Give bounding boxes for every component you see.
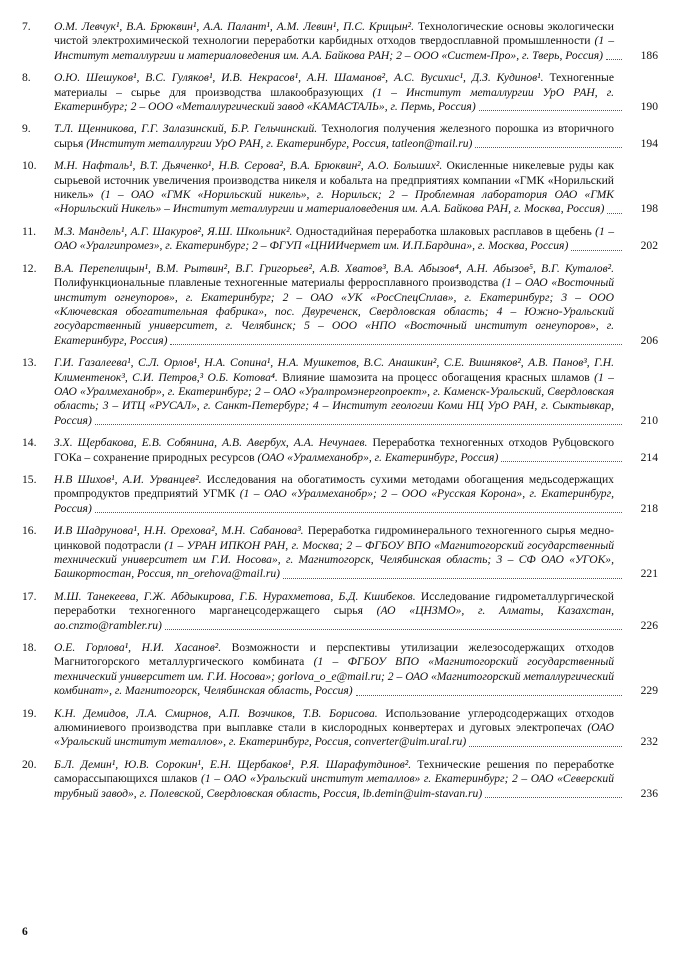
entry-text bbox=[54, 225, 658, 254]
entry-affiliation: (1 – УРАН ИПКОН РАН, г. Москва; 2 – ФГБОУ ВПО «Магнитогорский государственный технический университет им Г.И. Носова», г. Магнитогорск, Челябинская область; 3 – СФ ОАО «УГОК», Башкортостан, Россия, nn_orehova@mail.ru) bbox=[54, 538, 614, 581]
dot-leader bbox=[475, 147, 622, 148]
toc-entry[interactable] bbox=[22, 473, 658, 516]
entry-title: Технологические основы экологически чистой электрохимической технологии переработки карбидных отходов твердосплавной промышленности bbox=[54, 20, 614, 48]
entry-title: Полифункциональные плавленые техногенные материалы ферросплавного производства bbox=[54, 276, 499, 290]
entry-text bbox=[54, 262, 658, 348]
entry-page-number: 186 bbox=[640, 48, 658, 62]
entry-title: Одностадийная переработка шлаковых расплавов в щебень bbox=[295, 224, 592, 238]
entry-affiliation: (1 – ОАО «ГМК «Норильский никель», г. Норильск; 2 – Проблемная лаборатория ОАО «ГМК «Норильский Никель» – Институт металлургии и материаловедения им. А.А. Байкова РАН, г. Москва, Россия) bbox=[54, 188, 614, 216]
toc-entry[interactable] bbox=[22, 71, 658, 114]
entry-title: Технические решения по переработке саморассыпающихся шлаков bbox=[54, 757, 614, 786]
entry-authors: О.Е. Горлова¹, Н.И. Хасанов². bbox=[54, 641, 222, 655]
entry-page-number: 190 bbox=[640, 100, 658, 114]
entry-title: Возможности и перспективы утилизации железосодержащих отходов Магнитогорского металлургического комбината bbox=[54, 641, 614, 669]
dot-leader bbox=[607, 213, 622, 214]
entry-page-number: 206 bbox=[640, 333, 658, 347]
entry-text bbox=[54, 71, 658, 114]
entry-number: 8. bbox=[22, 71, 31, 85]
entry-text bbox=[54, 356, 658, 428]
entry-number: 13. bbox=[22, 356, 37, 370]
entry-authors: Г.И. Газалеева¹, С.Л. Орлов¹, Н.А. Сопина¹, Н.А. Мушкетов, В.С. Анашкин², С.Е. Вишняков², А.В. Панов³, Г.Н. Климентенок³, С.И. Петров,³ О.Б. Котова⁴. bbox=[54, 356, 614, 384]
entry-number: 18. bbox=[22, 641, 37, 655]
entry-number: 12. bbox=[22, 261, 37, 275]
entry-authors: З.Х. Щербакова, Е.В. Собянина, А.В. Авербух, А.А. Нечунаев. bbox=[54, 436, 368, 450]
entry-title: Исследование гидрометаллургической переработки техногенного марганецсодержащего сырья bbox=[54, 589, 614, 618]
entry-affiliation: (1 – ОАО «Уралмеханобр», г. Екатеринбург; 2 – ОАО «Уралпромэнергопроект», г. Каменск-Уральский, Свердловская область; 3 – ИТЦ «РУСАЛ», г. Санкт-Петербург; 4 – Институт геологии Коми НЦ УрО РАН, г. Сыктывкар, Россия) bbox=[54, 370, 614, 427]
toc-entry[interactable] bbox=[22, 20, 658, 63]
dot-leader bbox=[95, 512, 622, 513]
toc-entry[interactable] bbox=[22, 262, 658, 348]
toc-entry[interactable] bbox=[22, 225, 658, 254]
entry-text bbox=[54, 524, 658, 582]
entry-title: Влияние шамозита на процесс обогащения красных шламов bbox=[282, 370, 590, 384]
entry-page-number: 226 bbox=[640, 618, 658, 632]
entry-affiliation: (1 – ОАО «Уральский институт металлов» г. Екатеринбург; 2 – ОАО «Северский трубный завод», г. Полевской, Свердловская область, Россия, lb.demin@uim-stavan.ru) bbox=[54, 772, 614, 800]
page-number: 6 bbox=[22, 926, 28, 938]
entry-title: Исследования на обогатимость сухими методами обогащения медьсодержащих промпродуктов предприятий УГМК bbox=[54, 472, 614, 501]
entry-title: Переработка гидроминерального техногенного сырья медно-цинковой подотрасли bbox=[54, 524, 614, 552]
entry-affiliation: (1 – ОАО «Уралмеханобр»; 2 – ООО «Русская Корона», г. Екатеринбург, Россия) bbox=[54, 487, 614, 515]
entry-number: 17. bbox=[22, 589, 37, 603]
entry-page-number: 221 bbox=[640, 567, 658, 581]
dot-leader bbox=[165, 629, 622, 630]
entry-number: 15. bbox=[22, 472, 37, 486]
dot-leader bbox=[356, 695, 622, 696]
toc-entry[interactable] bbox=[22, 758, 658, 801]
entry-authors: В.А. Перепелицын¹, В.М. Рытвин², В.Г. Григорьев², А.В. Хватов³, В.А. Абызов⁴, А.Н. Абызов⁵, В.Г. Куталов². bbox=[54, 261, 614, 275]
entry-number: 20. bbox=[22, 757, 37, 771]
entry-page-number: 229 bbox=[640, 684, 658, 698]
entry-page-number: 202 bbox=[640, 239, 658, 253]
toc-entry[interactable] bbox=[22, 524, 658, 582]
entry-page-number: 218 bbox=[640, 501, 658, 515]
toc-entry[interactable] bbox=[22, 436, 658, 465]
entry-number: 16. bbox=[22, 524, 37, 538]
dot-leader bbox=[283, 578, 622, 579]
entry-text bbox=[54, 707, 658, 750]
entry-authors: О.М. Левчук¹, В.А. Брюквин¹, А.А. Палант¹, А.М. Левин¹, П.С. Крицын². bbox=[54, 20, 415, 33]
dot-leader bbox=[501, 461, 622, 462]
entry-affiliation: (АО «ЦНЗМО», г. Алматы, Казахстан, ao.cnzmo@rambler.ru) bbox=[54, 604, 615, 632]
entry-title: Переработка техногенных отходов Рубцовского ГОКа – сохранение природных ресурсов bbox=[54, 436, 615, 464]
entry-text bbox=[54, 20, 658, 63]
toc-entry[interactable] bbox=[22, 122, 658, 151]
toc-entry[interactable] bbox=[22, 641, 658, 699]
entry-text bbox=[54, 758, 658, 801]
dot-leader bbox=[485, 797, 622, 798]
entry-page-number: 210 bbox=[640, 413, 658, 427]
entry-affiliation: (1 – ОАО «Восточный институт огнеупоров», г. Екатеринбург; 2 – ОАО «УК «РосСпецСплав», г. Екатеринбург; 3 – ООО «Ключевская обогатительная фабрика», пос. Двуреченск, Свердловская область; 4 – Южно-Уральский государственный университет, г. Челябинск; 5 – ООО «НПО «Восточный институт огнеупоров», г. Екатеринбург, Россия) bbox=[54, 276, 614, 347]
entry-authors: М.З. Мандель¹, А.Г. Шакуров², Я.Ш. Школьник². bbox=[54, 224, 293, 238]
entry-number: 10. bbox=[22, 159, 37, 173]
dot-leader bbox=[469, 746, 622, 747]
entry-affiliation: (ОАО «Уральский институт металлов», г. Екатеринбург, Россия, converter@uim.ural.ru) bbox=[54, 721, 615, 749]
entry-title: Использование углеродсодержащих отходов алюминиевого производства при выплавке стали в кислородных конвертерах и дуговых электропечах bbox=[54, 706, 614, 735]
entry-authors: М.Ш. Танекеева, Г.Ж. Абдыкирова, Г.Б. Нурахметова, Б.Д. Кшибеков. bbox=[54, 589, 416, 603]
entry-page-number: 194 bbox=[640, 136, 658, 150]
dot-leader bbox=[170, 344, 622, 345]
entry-number: 19. bbox=[22, 706, 37, 720]
entry-authors: И.В Шадрунова¹, Н.Н. Орехова², М.Н. Сабанова³. bbox=[54, 524, 304, 538]
entry-number: 14. bbox=[22, 436, 37, 450]
entry-affiliation: (1 – ОАО «Уралгипромез», г. Екатеринбург; 2 – ФГУП «ЦНИИчермет им. И.П.Бардина», г. Москва, Россия) bbox=[54, 224, 615, 253]
entry-authors: К.Н. Демидов, Л.А. Смирнов, А.П. Возчиков, Т.В. Борисова. bbox=[54, 706, 378, 720]
entry-page-number: 198 bbox=[640, 202, 658, 216]
dot-leader bbox=[606, 59, 622, 60]
entry-authors: Б.Л. Демин¹, Ю.В. Сорокин¹, Е.Н. Щербаков¹, Р.Я. Шарафутдинов². bbox=[54, 757, 412, 771]
entry-text bbox=[54, 159, 658, 217]
entry-title: Технология получения железного порошка из вторичного сырья bbox=[54, 122, 614, 150]
toc-entry[interactable] bbox=[22, 159, 658, 217]
entry-affiliation: (ОАО «Уралмеханобр», г. Екатеринбург, Россия) bbox=[257, 450, 499, 464]
entry-title: Окисленные никелевые руды как сырьевой источник увеличения производства никеля и кобальта на предприятиях компании «ГМК «Норильский никель» bbox=[54, 159, 614, 202]
entry-affiliation: (1 – Институт металлургии УрО РАН, г. Екатеринбург; 2 – ООО «Металлургический завод «КАМАСТАЛЬ», г. Пермь, Россия) bbox=[54, 85, 614, 114]
entry-affiliation: (Институт металлургии УрО РАН, г. Екатеринбург, Россия, tatleon@mail.ru) bbox=[86, 136, 473, 150]
entry-affiliation: (1 – ФГБОУ ВПО «Магнитогорский государственный технический университет им. Г.И. Носова»; gorlova_o_e@mail.ru; 2 – ОАО «Магнитогорский металлургический комбинат», г. Магнитогорск, Челябинская область, Россия) bbox=[54, 655, 614, 698]
entry-text bbox=[54, 590, 658, 633]
toc-entry[interactable] bbox=[22, 707, 658, 750]
entry-number: 9. bbox=[22, 122, 31, 136]
entry-title: Техногенные материалы – сырье для производства шлакообразующих bbox=[54, 71, 614, 99]
table-of-contents bbox=[22, 20, 658, 809]
entry-authors: Н.В Шихов¹, А.И. Урванцев². bbox=[54, 472, 202, 486]
entry-text bbox=[54, 473, 658, 516]
entry-page-number: 214 bbox=[640, 450, 658, 464]
toc-entry[interactable] bbox=[22, 356, 658, 428]
dot-leader bbox=[95, 424, 622, 425]
entry-authors: О.Ю. Шешуков¹, В.С. Гуляков¹, И.В. Некрасов¹, А.Н. Шаманов², А.С. Вусихис¹, Д.З. Кудинов¹. bbox=[54, 71, 544, 85]
dot-leader bbox=[571, 250, 622, 251]
entry-page-number: 236 bbox=[640, 786, 658, 800]
entry-text bbox=[54, 641, 658, 699]
entry-page-number: 232 bbox=[640, 735, 658, 749]
entry-affiliation: (1 – Институт металлургии и материаловедения им. А.А. Байкова РАН; 2 – ООО «Систем-Про», г. Тверь, Россия) bbox=[54, 34, 614, 62]
toc-entry[interactable] bbox=[22, 590, 658, 633]
dot-leader bbox=[479, 110, 622, 111]
entry-authors: Т.Л. Щенникова, Г.Г. Залазинский, Б.Р. Гельчинский. bbox=[54, 122, 318, 136]
entry-authors: М.Н. Нафталь¹, В.Т. Дьяченко¹, Н.В. Серова², В.А. Брюквин², А.О. Больших². bbox=[54, 159, 443, 173]
entry-number: 7. bbox=[22, 20, 31, 33]
entry-number: 11. bbox=[22, 224, 37, 238]
